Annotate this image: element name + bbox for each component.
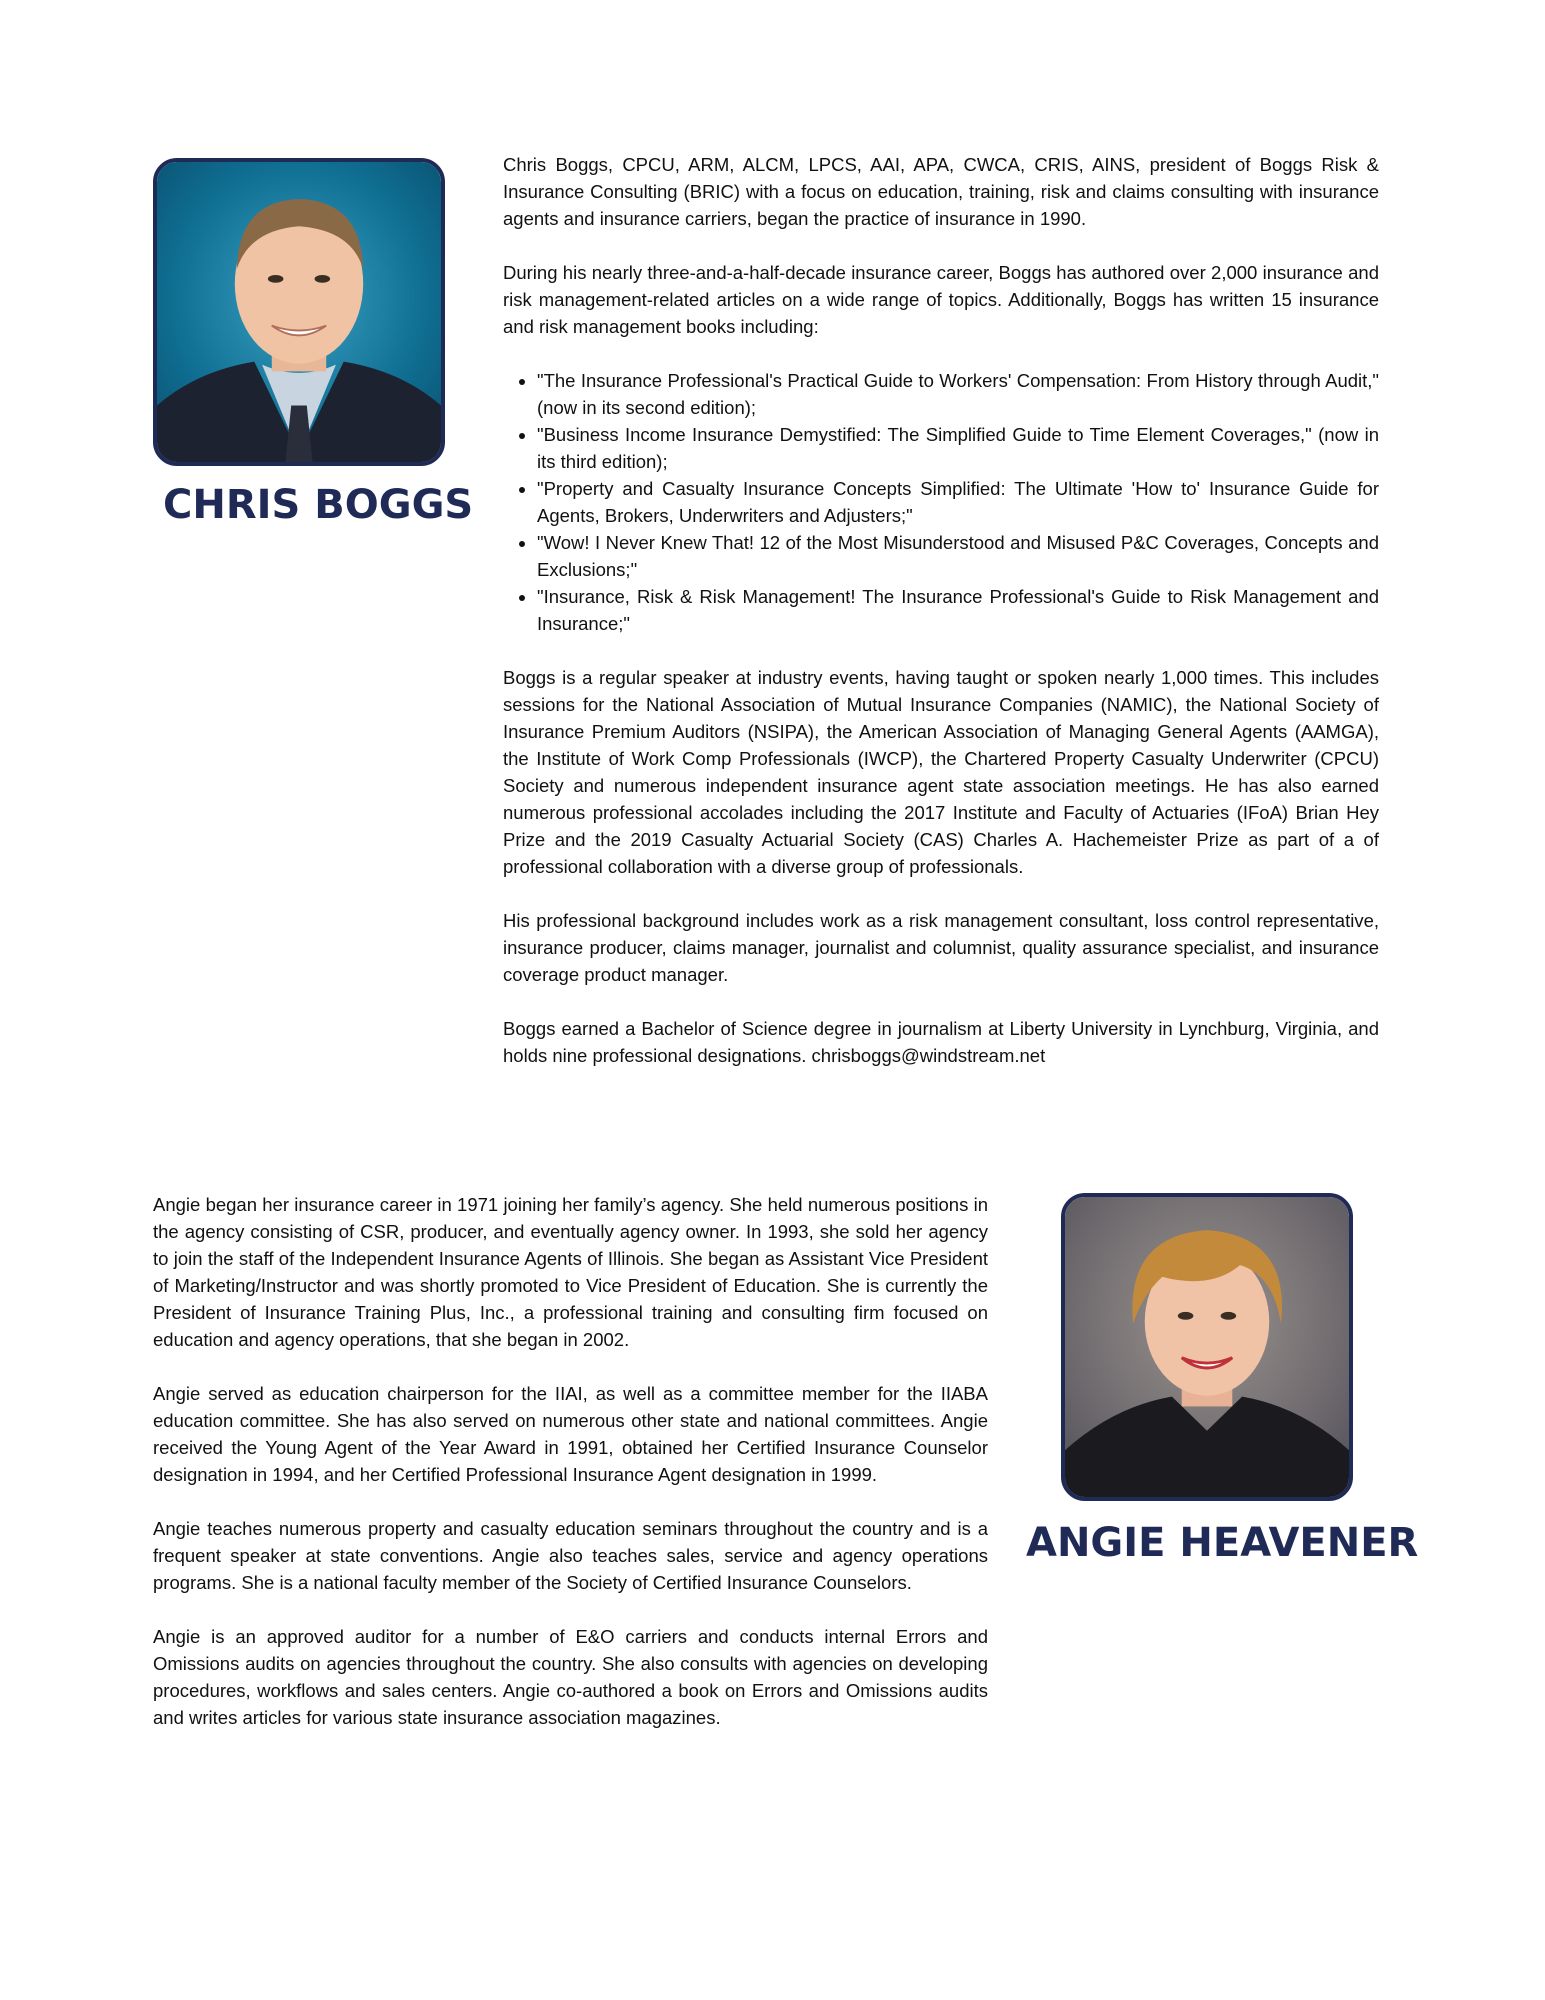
book-list [503, 367, 1379, 637]
book-item: • "Property and Casualty Insurance Concepts Simplified: The Ultimate 'How to' Insurance Guide for Agents, Brokers, Underwriters and Adjusters;" [537, 475, 1379, 529]
book-item: • "Insurance, Risk & Risk Management! The Insurance Professional's Guide to Risk Management and Insurance;" [537, 583, 1379, 637]
bio-paragraph: Angie began her insurance career in 1971 joining her family’s agency. She held numerous positions in the agency consisting of CSR, producer, and eventually agency owner. In 1993, she sold her agency to join the staff of the Independent Insurance Agents of Illinois. She began as Assistant Vice President of Marketing/Instructor and was shortly promoted to Vice President of Education. She is currently the President of Insurance Training Plus, Inc., a professional training and consulting firm focused on education and agency operations, that she began in 2002. [153, 1194, 988, 1350]
bio-paragraph: Boggs earned a Bachelor of Science degree in journalism at Liberty University in Lynchburg, Virginia, and holds nine professional designations. chrisboggs@windstream.net [503, 1018, 1379, 1066]
chris-boggs-name: CHRIS BOGGS [163, 482, 474, 528]
angie-heavener-bio [153, 1191, 988, 1758]
chris-boggs-photo [153, 158, 445, 466]
bio-paragraph: During his nearly three-and-a-half-decade insurance career, Boggs has authored over 2,000 insurance and risk management-related articles on a wide range of topics. Additionally, Boggs has written 15 insurance and risk management books including: [503, 262, 1379, 337]
bio-paragraph: Angie served as education chairperson for the IIAI, as well as a committee member for the IIABA education committee. She has also served on numerous other state and national committees. Angie received the Young Agent of the Year Award in 1991, obtained her Certified Insurance Counselor designation in 1994, and her Certified Professional Insurance Agent designation in 1999. [153, 1383, 988, 1485]
angie-heavener-name: ANGIE HEAVENER [1026, 1520, 1419, 1566]
bio-paragraph: Angie teaches numerous property and casualty education seminars throughout the country and is a frequent speaker at state conventions. Angie also teaches sales, service and agency operations programs. She is a national faculty member of the Society of Certified Insurance Counselors. [153, 1518, 988, 1593]
bio-paragraph: Chris Boggs, CPCU, ARM, ALCM, LPCS, AAI, APA, CWCA, CRIS, AINS, president of Boggs Risk & Insurance Consulting (BRIC) with a focus on education, training, risk and claims consulting with insurance agents and insurance carriers, began the practice of insurance in 1990. [503, 154, 1379, 229]
angie-heavener-photo [1061, 1193, 1353, 1501]
book-item: • "Business Income Insurance Demystified: The Simplified Guide to Time Element Coverages," (now in its third edition); [537, 421, 1379, 475]
chris-boggs-bio [503, 151, 1379, 1096]
book-item: • "Wow! I Never Knew That! 12 of the Most Misunderstood and Misused P&C Coverages, Concepts and Exclusions;" [537, 529, 1379, 583]
book-item: • "The Insurance Professional's Practical Guide to Workers' Compensation: From History through Audit," (now in its second edition); [537, 367, 1379, 421]
bio-paragraph: Boggs is a regular speaker at industry events, having taught or spoken nearly 1,000 times. This includes sessions for the National Association of Mutual Insurance Companies (NAMIC), the National Society of Insurance Premium Auditors (NSIPA), the American Association of Managing General Agents (AAMGA), the Institute of Work Comp Professionals (IWCP), the Chartered Property Casualty Underwriter (CPCU) Society and numerous independent insurance agent state association meetings. He has also earned numerous professional accolades including the 2017 Institute and Faculty of Actuaries (IFoA) Brian Hey Prize and the 2019 Casualty Actuarial Society (CAS) Charles A. Hachemeister Prize as part of a of professional collaboration with a diverse group of professionals. [503, 667, 1379, 877]
bio-paragraph: His professional background includes work as a risk management consultant, loss control representative, insurance producer, claims manager, journalist and columnist, quality assurance specialist, and insurance coverage product manager. [503, 910, 1379, 985]
bio-paragraph: Angie is an approved auditor for a number of E&O carriers and conducts internal Errors and Omissions audits on agencies throughout the country. She also consults with agencies on developing procedures, workflows and sales centers. Angie co-authored a book on Errors and Omissions audits and writes articles for various state insurance association magazines. [153, 1626, 988, 1728]
